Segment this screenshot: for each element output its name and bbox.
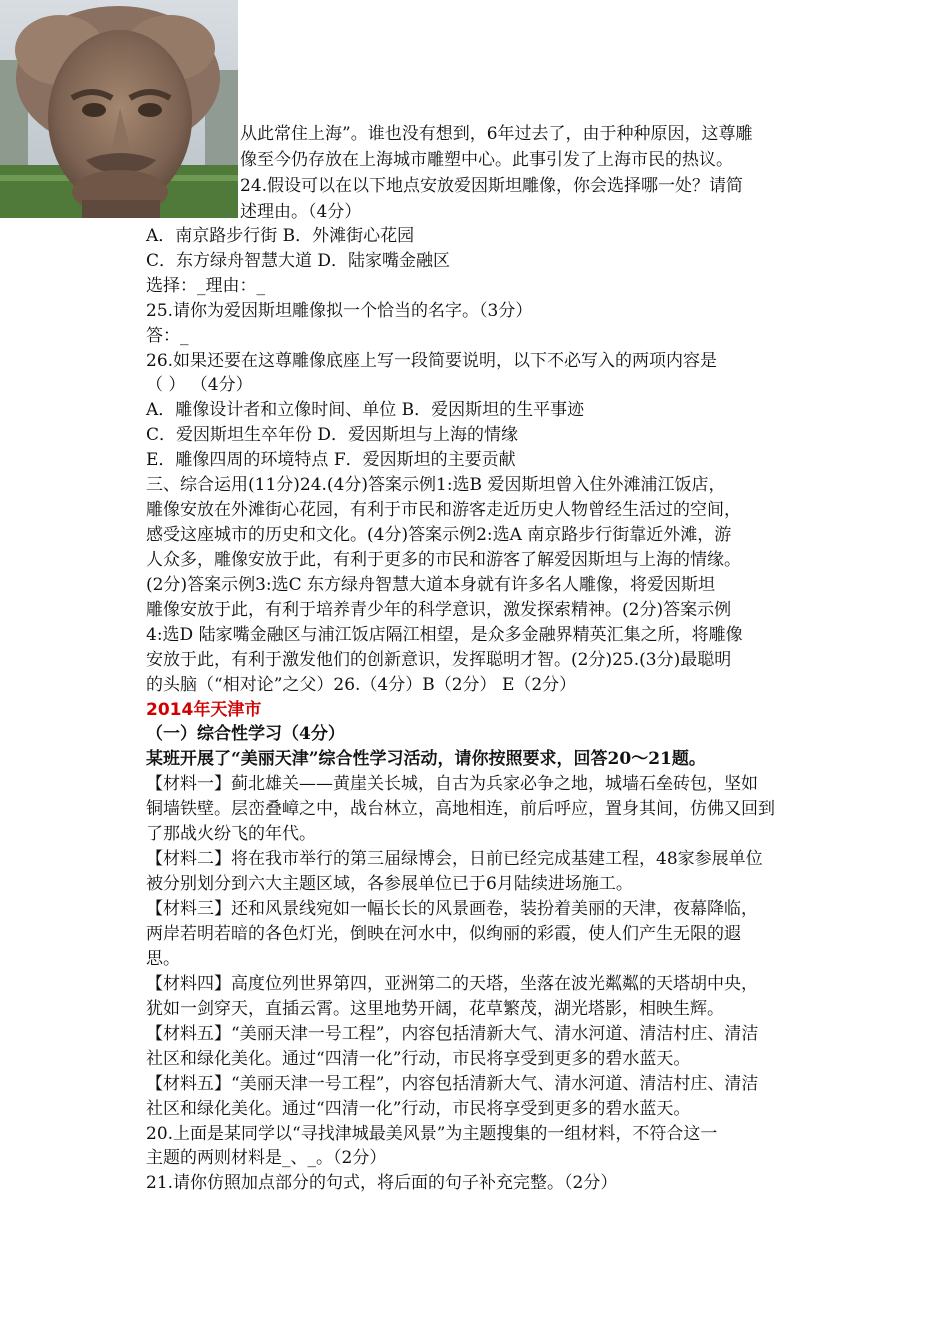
option-line: A．雕像设计者和立像时间、单位 B．爱因斯坦的生平事迹 [146, 400, 585, 420]
subsection-heading: （一）综合性学习（4分） [146, 724, 345, 744]
passage-line: 从此常住上海”。谁也没有想到，6年过去了，由于种种原因，这尊雕 [240, 124, 753, 144]
answer-blank: 选择：_理由：_ [146, 276, 265, 296]
answer-key-line: 安放于此，有利于激发他们的创新意识，发挥聪明才智。(2分)25.(3分)最聪明 [146, 650, 732, 670]
question-20: 20.上面是某同学以“寻找津城最美风景”为主题搜集的一组材料，不符合这一 [146, 1124, 718, 1144]
material-line: 被分别划分到六大主题区域，各参展单位已于6月陆续进场施工。 [146, 874, 633, 894]
material-line: 【材料五】“美丽天津一号工程”，内容包括清新大气、清水河道、清洁村庄、清洁 [146, 1024, 759, 1044]
answer-key-line: 三、综合运用(11分)24.(4分)答案示例1:选B 爱因斯坦曾入住外滩浦江饭店， [146, 475, 726, 495]
material-line: 两岸若明若暗的各色灯光，倒映在河水中，似绚丽的彩霞，使人们产生无限的遐 [146, 924, 741, 944]
answer-key-line: 雕像安放于此，有利于培养青少年的科学意识，激发探索精神。(2分)答案示例 [146, 600, 732, 620]
answer-key-line: 4:选D 陆家嘴金融区与浦江饭店隔江相望，是众多金融界精英汇集之所，将雕像 [146, 625, 743, 645]
material-line: 【材料五】“美丽天津一号工程”，内容包括清新大气、清水河道、清洁村庄、清洁 [146, 1074, 759, 1094]
material-line: 【材料三】还和风景线宛如一幅长长的风景画卷，装扮着美丽的天津，夜幕降临， [146, 899, 758, 919]
material-line: 社区和绿化美化。通过“四清一化”行动，市民将享受到更多的碧水蓝天。 [146, 1099, 691, 1119]
option-line: C．爱因斯坦生卒年份 D．爱因斯坦与上海的情缘 [146, 425, 519, 445]
material-line: 【材料二】将在我市举行的第三届绿博会，日前已经完成基建工程，48家参展单位 [146, 849, 763, 869]
question-21: 21.请你仿照加点部分的句式，将后面的句子补充完整。（2分） [146, 1173, 618, 1193]
question-26-score: （ ） （4分） [146, 375, 253, 395]
question-26: 26.如果还要在这尊雕像底座上写一段简要说明，以下不必写入的两项内容是 [146, 351, 718, 371]
option-line: E．雕像四周的环境特点 F．爱因斯坦的主要贡献 [146, 450, 516, 470]
material-line: 了那战火纷飞的年代。 [146, 824, 316, 844]
answer-blank: 答：_ [146, 326, 189, 346]
material-line: 思。 [146, 949, 180, 969]
answer-key-line: (2分)答案示例3:选C 东方绿舟智慧大道本身就有许多名人雕像，将爱因斯坦 [146, 575, 716, 595]
activity-intro: 某班开展了“美丽天津”综合性学习活动，请你按照要求，回答20～21题。 [146, 749, 706, 769]
question-20-blank: 主题的两则材料是_、_。（2分） [146, 1148, 387, 1168]
question-25: 25.请你为爱因斯坦雕像拟一个恰当的名字。（3分） [146, 301, 533, 321]
answer-key-line: 感受这座城市的历史和文化。(4分)答案示例2:选A 南京路步行街靠近外滩，游 [146, 525, 732, 545]
material-line: 【材料一】蓟北雄关——黄崖关长城，自古为兵家必争之地，城墙石垒砖包，坚如 [146, 774, 758, 794]
passage-line: 像至今仍存放在上海城市雕塑中心。此事引发了上海市民的热议。 [240, 150, 733, 170]
material-line: 【材料四】高度位列世界第四，亚洲第二的天塔，坐落在波光粼粼的天塔胡中央， [146, 974, 758, 994]
section-heading-tianjin: 2014年天津市 [146, 700, 262, 720]
question-24-score: 述理由。（4分） [240, 202, 362, 222]
answer-key-line: 雕像安放在外滩街心花园，有利于市民和游客走近历史人物曾经生活过的空间， [146, 500, 741, 520]
option-line: C．东方绿舟智慧大道 D．陆家嘴金融区 [146, 251, 451, 271]
option-line: A．南京路步行街 B．外滩街心花园 [146, 226, 415, 246]
material-line: 社区和绿化美化。通过“四清一化”行动，市民将享受到更多的碧水蓝天。 [146, 1049, 691, 1069]
answer-key-line: 人众多，雕像安放于此，有利于更多的市民和游客了解爱因斯坦与上海的情缘。 [146, 550, 741, 570]
material-line: 犹如一剑穿天，直插云霄。这里地势开阔，花草繁茂，湖光塔影，相映生辉。 [146, 999, 724, 1019]
question-24: 24.假设可以在以下地点安放爱因斯坦雕像，你会选择哪一处？请简 [240, 176, 744, 196]
material-line: 铜墙铁壁。层峦叠嶂之中，战台林立，高地相连，前后呼应，置身其间，仿佛又回到 [146, 799, 775, 819]
einstein-sculpture-photo [0, 0, 238, 218]
answer-key-line: 的头脑（“相对论”之父）26.（4分）B（2分） E（2分） [146, 675, 577, 695]
